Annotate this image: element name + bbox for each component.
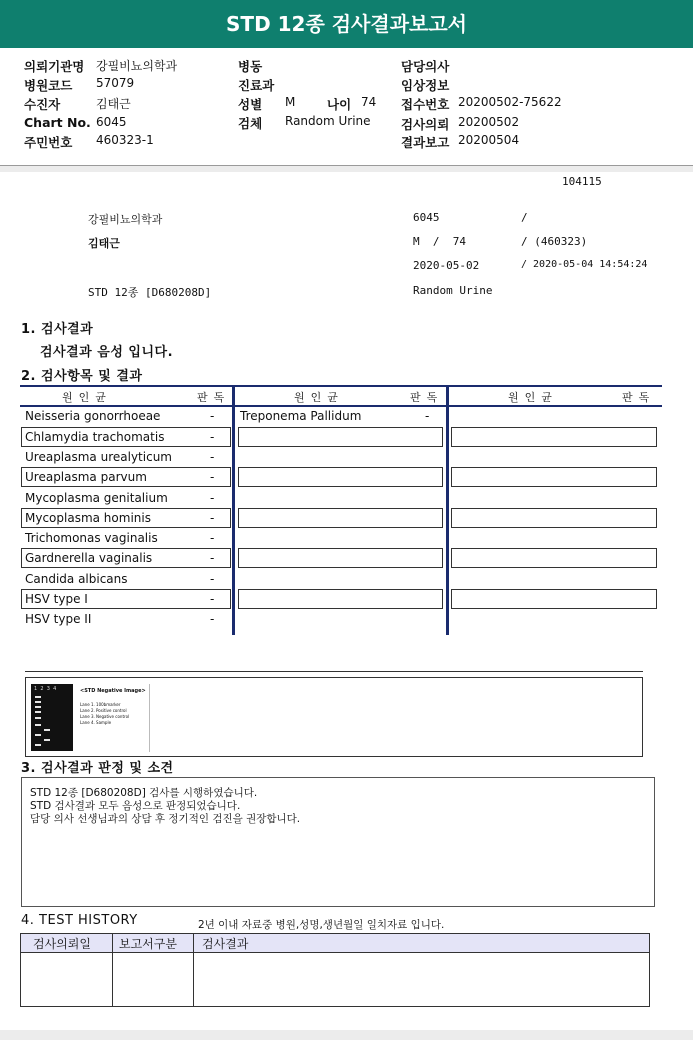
gel-legend-line: Lane 3. Negative control	[80, 714, 130, 719]
row-box	[238, 508, 443, 528]
gel-legend-title: <STD Negative Image>	[80, 688, 146, 694]
pathogen-result: -	[210, 430, 215, 444]
label-specimen: 검체	[238, 116, 263, 131]
pathogen-result: -	[210, 450, 215, 464]
label-clinic: 의뢰기관명	[24, 59, 85, 74]
gel-legend	[76, 684, 150, 752]
col-header-pathogen-2: 원인균	[294, 391, 344, 404]
value-resident-no: 460323-1	[96, 133, 154, 147]
row-box	[451, 467, 657, 487]
gel-image-frame	[25, 677, 643, 757]
label-patient: 수진자	[24, 97, 61, 112]
report-clinic: 강필비뇨의학과	[88, 213, 163, 226]
value-request-date: 20200502	[458, 115, 520, 129]
col-header-pathogen-1: 원인균	[62, 391, 112, 404]
history-cell	[113, 953, 194, 1007]
label-report-date: 결과보고	[401, 135, 450, 150]
section-1-title: 1. 검사결과	[21, 322, 94, 337]
history-note: 2년 이내 자료중 병원,성명,생년월일 일치자료 입니다.	[198, 919, 445, 931]
label-hospital-code: 병원코드	[24, 78, 73, 93]
report-slash: /	[521, 211, 528, 224]
row-box	[238, 589, 443, 609]
gel-band	[44, 729, 50, 731]
separator-band	[0, 166, 693, 172]
value-chart-no: 6045	[96, 115, 127, 129]
pathogen-result: -	[210, 572, 215, 586]
pathogen-result: -	[210, 612, 215, 626]
row-box	[451, 427, 657, 447]
row-box	[451, 548, 657, 568]
history-table	[20, 933, 650, 1007]
label-ward: 병동	[238, 59, 263, 74]
label-receipt-no: 접수번호	[401, 97, 450, 112]
pathogen-result: -	[210, 592, 215, 606]
value-hospital-code: 57079	[96, 76, 135, 90]
gel-band	[35, 701, 41, 703]
section-4-title: 4. TEST HISTORY	[21, 913, 138, 928]
report-report-datetime: / 2020-05-04 14:54:24	[521, 259, 648, 270]
pathogen-name: Trichomonas vaginalis	[25, 531, 158, 545]
pathogen-result: -	[210, 491, 215, 505]
gel-band	[44, 739, 50, 741]
pathogen-result: -	[210, 551, 215, 565]
gel-band	[35, 724, 41, 726]
section-2-title: 2. 검사항목 및 결과	[21, 369, 143, 384]
value-age: 74	[361, 95, 377, 109]
pathogen-name: Ureaplasma urealyticum	[25, 450, 172, 464]
label-department: 진료과	[238, 78, 275, 93]
gel-band	[35, 711, 41, 713]
gel-legend-line: Lane 2. Positive control	[80, 708, 127, 713]
table-top-line	[20, 385, 662, 387]
col-header-result-1: 판독	[197, 391, 231, 404]
col-header-result-2: 판독	[410, 391, 444, 404]
header-info	[0, 48, 693, 166]
pathogen-result: -	[210, 511, 215, 525]
gel-lane-numbers: 1 2 3 4	[34, 686, 57, 692]
history-cell	[21, 953, 113, 1007]
gel-band	[35, 717, 41, 719]
gel-legend-line: Lane 1. 100bmarker	[80, 702, 121, 707]
value-sex: M	[285, 95, 296, 109]
report-chart: 6045	[413, 211, 440, 224]
pathogen-name: Treponema Pallidum	[240, 409, 362, 423]
report-birth: / (460323)	[521, 235, 588, 248]
report-request-date: 2020-05-02	[413, 259, 480, 272]
pathogen-name: Gardnerella vaginalis	[25, 551, 153, 565]
value-clinic: 강필비뇨의학과	[96, 59, 178, 73]
pathogen-name: Candida albicans	[25, 572, 128, 586]
pathogen-name: HSV type II	[25, 612, 92, 626]
section-1-text: 검사결과 음성 입니다.	[40, 345, 174, 360]
pathogen-result: -	[210, 409, 215, 423]
report-code: 104115	[562, 175, 602, 188]
table-header-line	[20, 405, 662, 407]
label-request-date: 검사의뢰	[401, 117, 450, 132]
history-col-report-type: 보고서구분	[113, 934, 194, 953]
pathogen-result: -	[425, 409, 430, 423]
value-report-date: 20200504	[458, 133, 520, 147]
opinion-line: STD 12종 [D680208D] 검사를 시행하였습니다.	[30, 787, 258, 799]
section-3-title: 3. 검사결과 판정 및 소견	[21, 761, 174, 776]
col-header-result-3: 판독	[622, 391, 656, 404]
label-clinical-info: 임상정보	[401, 78, 450, 93]
row-box	[238, 467, 443, 487]
image-divider	[25, 671, 643, 672]
gel-legend-line: Lane 4. Sample	[80, 720, 112, 725]
value-receipt-no: 20200502-75622	[458, 95, 562, 109]
label-age: 나이	[327, 97, 352, 112]
report-test: STD 12종 [D680208D]	[88, 286, 212, 299]
column-divider-2	[446, 385, 449, 635]
label-chart-no: Chart No.	[24, 115, 91, 130]
pathogen-name: Ureaplasma parvum	[25, 470, 147, 484]
pathogen-name: Mycoplasma hominis	[25, 511, 151, 525]
gel-image	[31, 684, 73, 751]
pathogen-name: HSV type I	[25, 592, 88, 606]
footer-band	[0, 1030, 693, 1040]
pathogen-result: -	[210, 470, 215, 484]
label-sex: 성별	[238, 97, 263, 112]
pathogen-name: Neisseria gonorrhoeae	[25, 409, 161, 423]
pathogen-result: -	[210, 531, 215, 545]
opinion-line: 담당 의사 선생님과의 상담 후 정기적인 검진을 권장합니다.	[30, 813, 301, 825]
report-title: STD 12종 검사결과보고서	[0, 0, 693, 48]
row-box	[238, 427, 443, 447]
pathogen-name: Chlamydia trachomatis	[25, 430, 165, 444]
column-divider-1	[232, 385, 235, 635]
history-cell	[194, 953, 650, 1007]
row-box	[451, 508, 657, 528]
row-box	[238, 548, 443, 568]
gel-band	[35, 706, 41, 708]
gel-band	[35, 696, 41, 698]
pathogen-name: Mycoplasma genitalium	[25, 491, 168, 505]
report-specimen: Random Urine	[413, 284, 493, 297]
report-sex-age: M / 74	[413, 235, 466, 248]
opinion-box	[21, 777, 655, 907]
row-box	[451, 589, 657, 609]
col-header-pathogen-3: 원인균	[508, 391, 558, 404]
gel-band	[35, 734, 41, 736]
opinion-line: STD 검사결과 모두 음성으로 판정되었습니다.	[30, 800, 241, 812]
history-col-result: 검사결과	[194, 934, 650, 953]
value-patient: 김태근	[96, 97, 131, 111]
report-patient: 김태근	[88, 237, 120, 250]
label-doctor: 담당의사	[401, 59, 450, 74]
value-specimen: Random Urine	[285, 114, 371, 128]
history-col-request-date: 검사의뢰일	[21, 934, 113, 953]
gel-band	[35, 744, 41, 746]
label-resident-no: 주민번호	[24, 135, 73, 150]
